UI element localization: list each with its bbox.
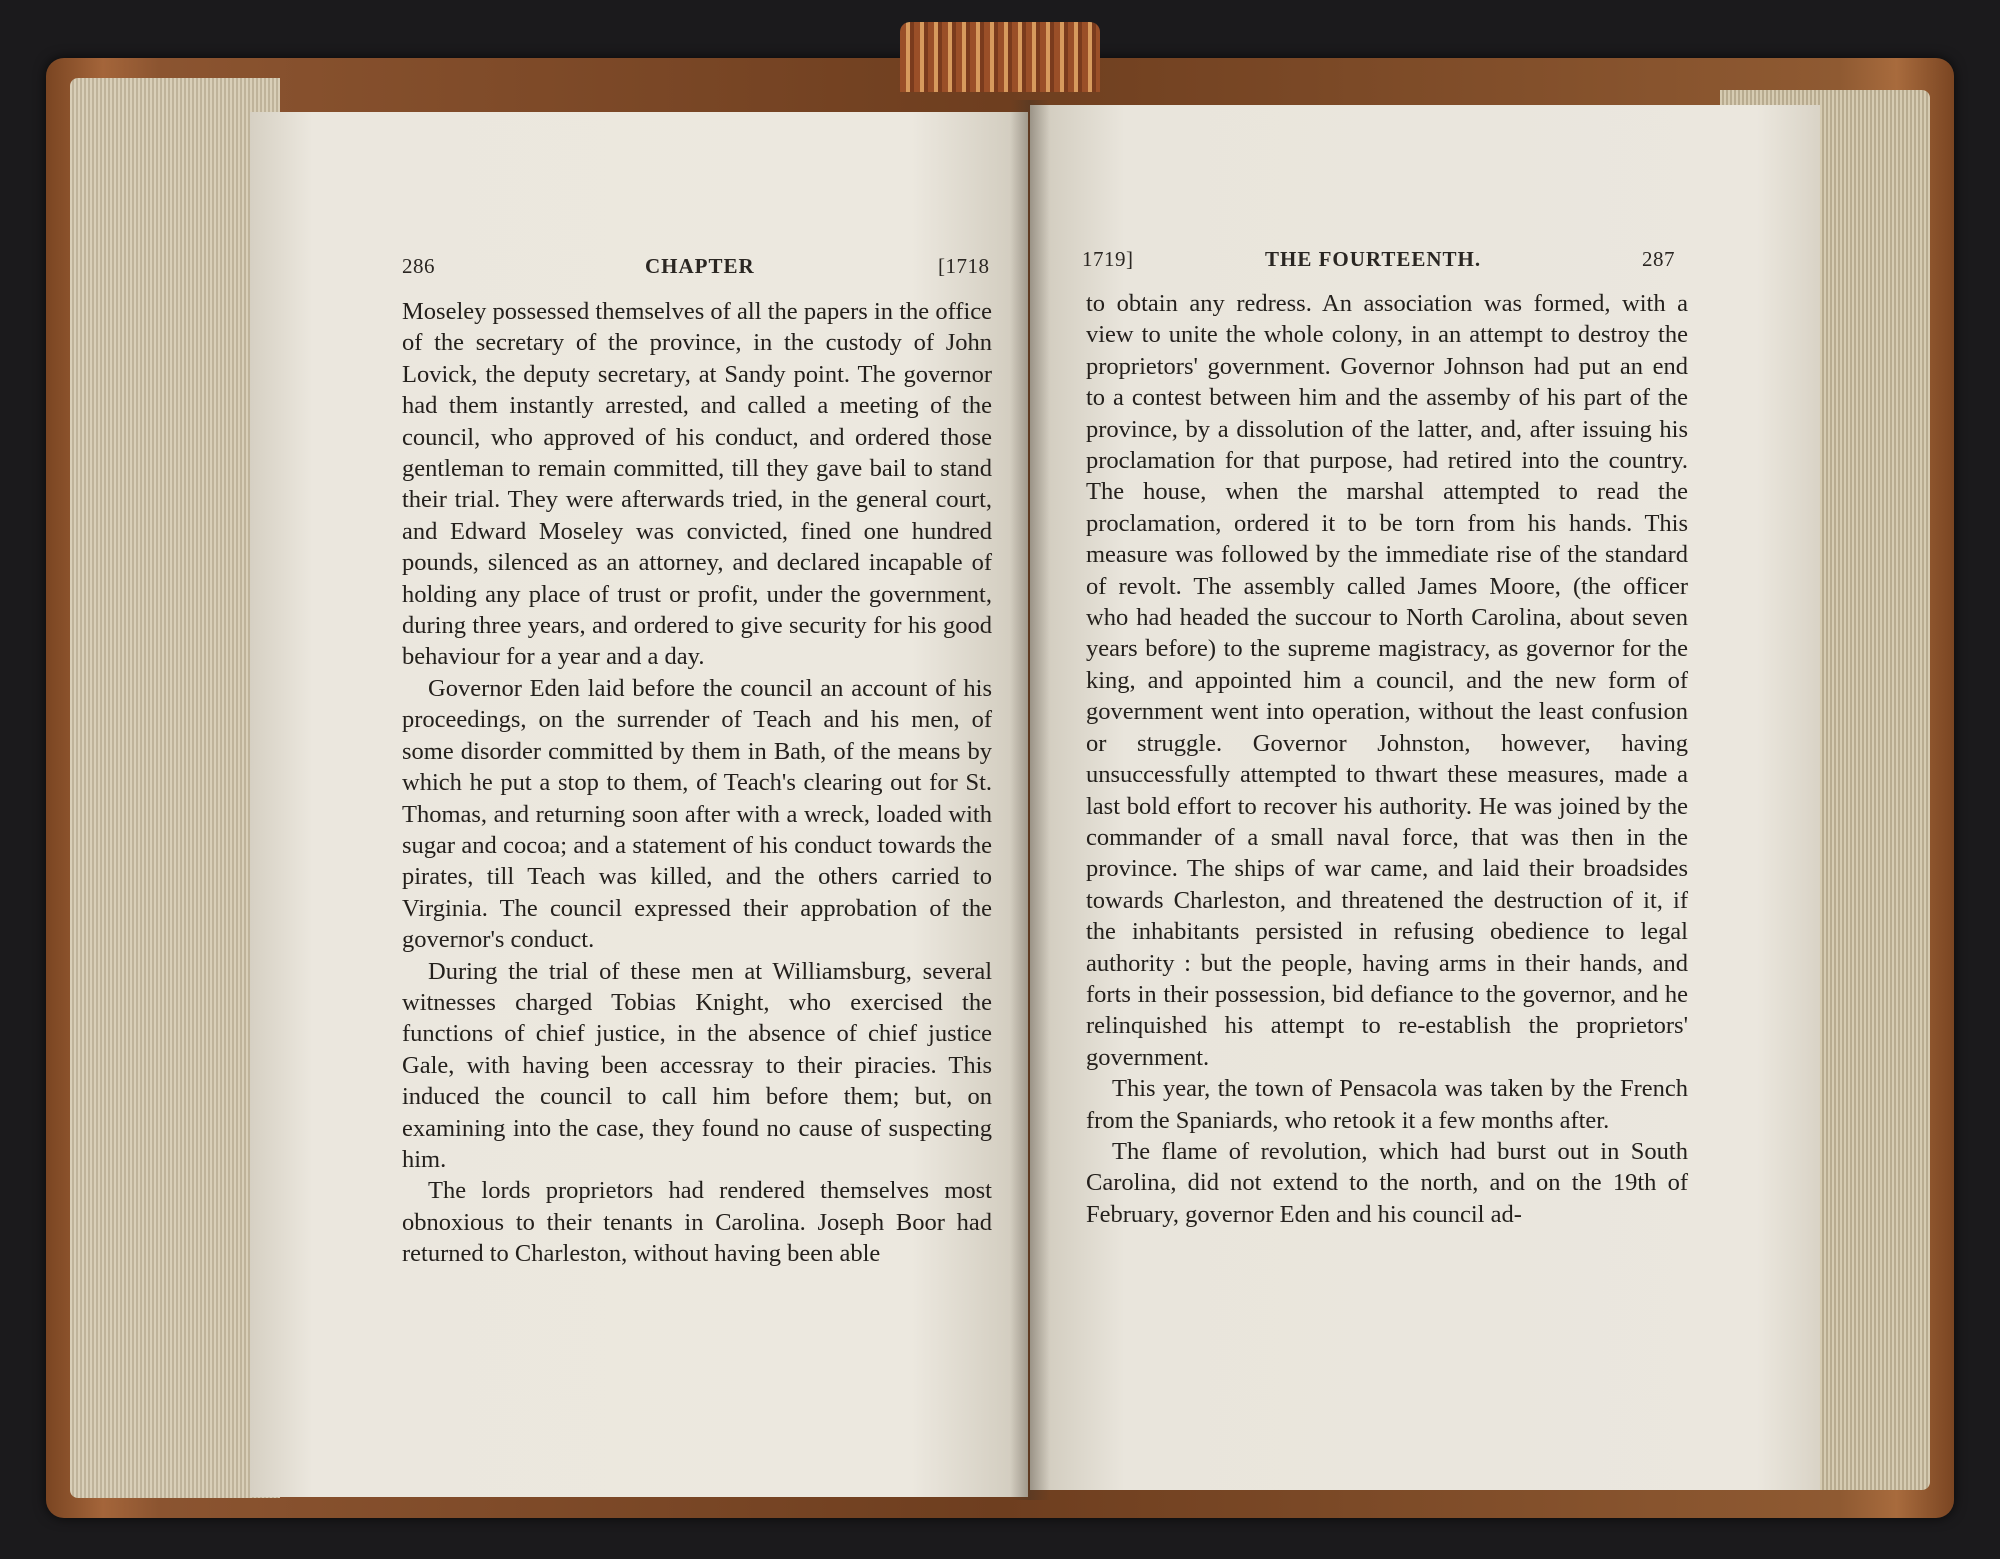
- left-page-text: [402, 296, 992, 1270]
- left-running-head: [250, 254, 1028, 294]
- right-paragraph-1: to obtain any redress. An association was formed, with a view to unite the whole colony, in an attempt to destroy the proprietors' government. Governor Johnson had put an end to a contest between him and the assemby of his part of the province, by a dissolution of the latter, and, after issuing his proclamation for that purpose, had retired into the country. The house, when the marshal attempted to read the proclamation, ordered it to be torn from his hands. This measure was followed by the immediate rise of the standard of revolt. The assembly called James Moore, (the officer who had headed the succour to North Carolina, about seven years before) to the supreme magistracy, as governor for the king, and appointed him a council, and the new form of government went into operation, without the least confusion or struggle. Governor Johnston, however, having unsuccessfully attempted to thwart these measures, made a last bold effort to recover his authority. He was joined by the commander of a small naval force, that was then in the province. The ships of war came, and laid their broadsides towards Charleston, and threatened the destruction of it, if the inhabitants persisted in refusing obedience to legal authority : but the people, having arms in their hands, and forts in their possession, bid defiance to the governor, and he relinquished his attempt to re-establish the proprietors' government.: [1086, 290, 1688, 1071]
- right-year-marker: 1719]: [1082, 247, 1134, 271]
- right-running-head: [1030, 247, 1820, 287]
- right-paragraph-2: This year, the town of Pensacola was taken by the French from the Spaniards, who retook it a few months after.: [1086, 1075, 1688, 1134]
- right-page: [1030, 105, 1820, 1490]
- left-paragraph-4: The lords proprietors had rendered themselves most obnoxious to their tenants in Carolina. Joseph Boor had returned to Charleston, without having been able: [402, 1177, 992, 1268]
- right-page-number: 287: [1642, 247, 1675, 271]
- left-paragraph-3: During the trial of these men at Williamsburg, several witnesses charged Tobias Knight, who exercised the functions of chief justice, in the absence of chief justice Gale, with having been accessray to their piracies. This induced the council to call him before them; but, on examining into the case, they found no cause of suspecting him.: [402, 957, 992, 1173]
- left-year-marker: [1718: [938, 254, 990, 278]
- left-paragraph-1: Moseley possessed themselves of all the papers in the office of the secretary of the province, in the custody of John Lovick, the deputy secretary, at Sandy point. The governor had them instantly arrested, and called a meeting of the council, who approved of his conduct, and ordered those gentleman to remain committed, till they gave bail to stand their trial. They were afterwards tried, in the general court, and Edward Moseley was convicted, fined one hundred pounds, silenced as an attorney, and declared incapable of holding any place of trust or profit, under the government, during three years, and ordered to give security for his good behaviour for a year and a day.: [402, 298, 992, 671]
- page-edges-left: [70, 78, 280, 1498]
- right-paragraph-3: The flame of revolution, which had burst out in South Carolina, did not extend to the north, and on the 19th of February, governor Eden and his council ad-: [1086, 1137, 1688, 1228]
- left-page: [250, 112, 1028, 1497]
- book-spine-headband: [900, 22, 1100, 92]
- left-paragraph-2: Governor Eden laid before the council an account of his proceedings, on the surrender of Teach and his men, of some disorder committed by them in Bath, of the means by which he put a stop to them, of Teach's clearing out for St. Thomas, and returning soon after with a wreck, loaded with sugar and cocoa; and a statement of his conduct towards the pirates, till Teach was killed, and the others carried to Virginia. The council expressed their approbation of the governor's conduct.: [402, 674, 992, 954]
- right-page-text: [1086, 288, 1688, 1230]
- book-gutter: [1010, 100, 1050, 1500]
- left-page-number: 286: [402, 254, 435, 278]
- left-running-title: CHAPTER: [645, 254, 755, 278]
- right-running-title: THE FOURTEENTH.: [1265, 247, 1482, 271]
